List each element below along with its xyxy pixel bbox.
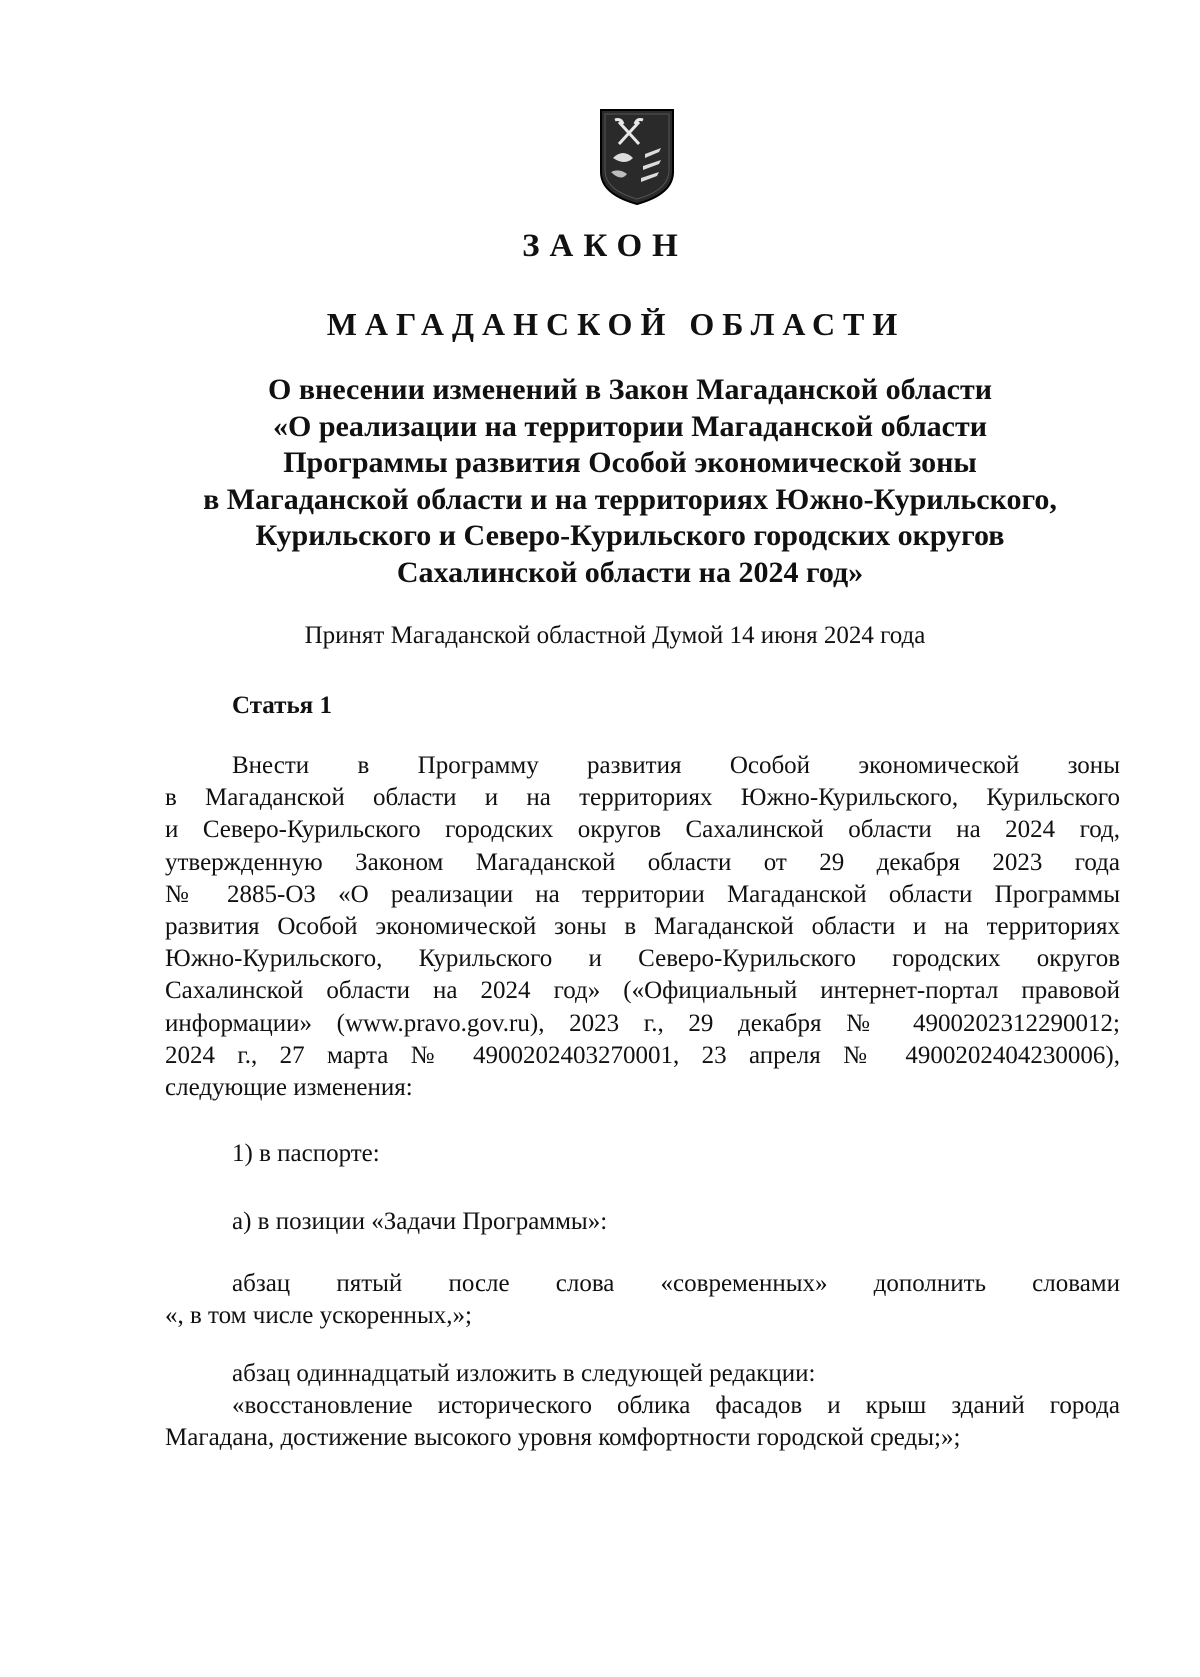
paragraph-line: развития Особой экономической зоны в Магаданской области и на территориях bbox=[165, 913, 1120, 941]
paragraph-line: № 2885-ОЗ «О реализации на территории Магаданской области Программы bbox=[165, 880, 1120, 908]
list-item-a: а) в позиции «Задачи Программы»: bbox=[232, 1208, 608, 1235]
adoption-note: Принят Магаданской областной Думой 14 июня 2024 года bbox=[304, 622, 926, 649]
list-item-1: 1) в паспорте: bbox=[232, 1140, 380, 1167]
paragraph-line: информации» (www.pravo.gov.ru), 2023 г., 29 декабря № 4900202312290012; bbox=[165, 1009, 1120, 1037]
paragraph-line: Сахалинской области на 2024 год» («Официальный интернет-портал правовой bbox=[165, 977, 1120, 1005]
paragraph-eleven-amendment bbox=[165, 1358, 1120, 1455]
law-name-line: Сахалинской области на 2024 год» bbox=[396, 555, 864, 589]
region-title: МАГАДАНСКОЙ ОБЛАСТИ bbox=[326, 306, 906, 342]
item-tasks-position bbox=[165, 1206, 1120, 1238]
paragraph-line: Магадана, достижение высокого уровня комфортности городской среды;»; bbox=[165, 1424, 961, 1452]
paragraph-line: 2024 г., 27 марта № 4900202403270001, 23 апреля № 4900202404230006), bbox=[165, 1041, 1120, 1069]
article-main-paragraph bbox=[165, 750, 1120, 1104]
paragraph-five-amendment bbox=[165, 1268, 1120, 1332]
document-type-title: ЗАКОН bbox=[522, 228, 688, 264]
item-passport bbox=[165, 1138, 1120, 1170]
coat-of-arms-emblem bbox=[599, 108, 675, 206]
paragraph-line: Внести в Программу развития Особой экономической зоны bbox=[232, 752, 1120, 779]
law-name-line: в Магаданской области и на территориях Южно-Курильского, bbox=[203, 482, 1057, 516]
paragraph-line: следующие изменения: bbox=[165, 1074, 413, 1102]
paragraph-line: абзац пятый после слова «современных» дополнить словами bbox=[232, 1270, 1120, 1297]
paragraph-line: «, в том числе ускоренных,»; bbox=[165, 1302, 472, 1330]
law-name-heading bbox=[150, 372, 1110, 591]
paragraph-intro: абзац одиннадцатый изложить в следующей редакции: bbox=[232, 1360, 816, 1387]
paragraph-line: в Магаданской области и на территориях Южно-Курильского, Курильского bbox=[165, 784, 1120, 812]
law-name-line: Программы развития Особой экономической зоны bbox=[283, 446, 977, 479]
paragraph-line: и Северо-Курильского городских округов Сахалинской области на 2024 год, bbox=[165, 816, 1120, 844]
paragraph-line: Южно-Курильского, Курильского и Северо-Курильского городских округов bbox=[165, 945, 1120, 973]
article-heading: Статья 1 bbox=[232, 692, 332, 719]
paragraph-line: утвержденную Законом Магаданской области от 29 декабря 2023 года bbox=[165, 848, 1120, 876]
law-name-line: Курильского и Северо-Курильского городских округов bbox=[255, 519, 1005, 552]
law-name-line: О внесении изменений в Закон Магаданской области bbox=[268, 373, 992, 406]
law-name-line: «О реализации на территории Магаданской области bbox=[272, 409, 988, 443]
paragraph-line: «восстановление исторического облика фасадов и крыш зданий города bbox=[232, 1392, 1120, 1420]
